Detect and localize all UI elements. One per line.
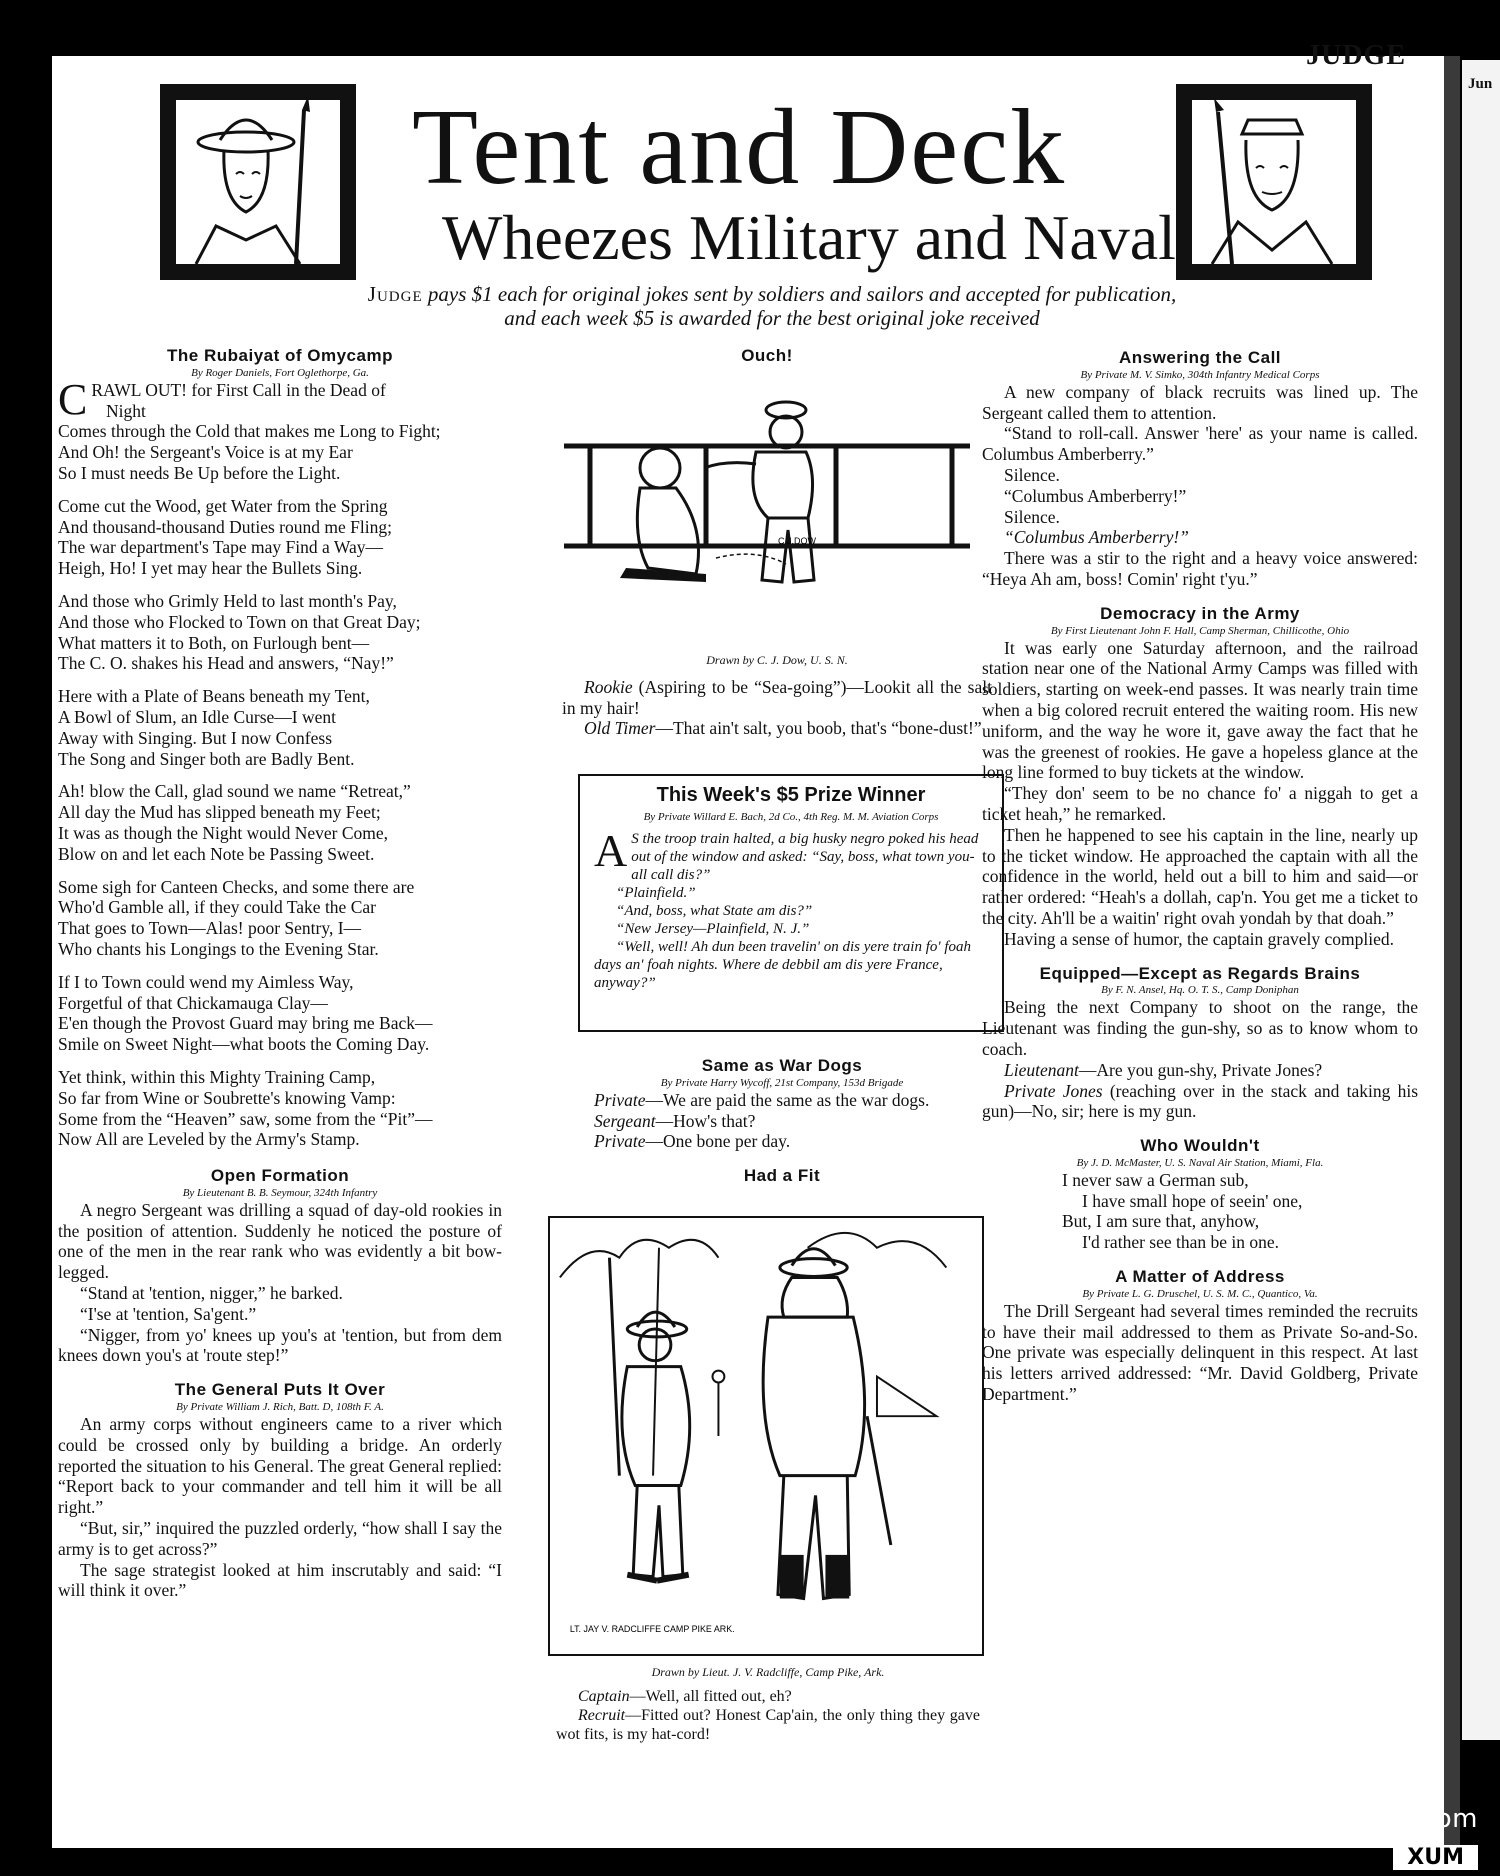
speaker: Sergeant: [594, 1110, 656, 1131]
prize-body: [594, 825, 988, 992]
verse-line: All day the Mud has slipped beneath my Feet;: [58, 802, 381, 823]
verse-line: Away with Singing. But I now Confess: [58, 727, 333, 748]
war-dogs-title: Same as War Dogs: [701, 1056, 863, 1075]
prize-byline: By Private Willard E. Bach, 2d Co., 4th Reg. M. M. Aviation Corps: [643, 811, 939, 823]
war-dogs-article: [572, 1056, 992, 1187]
paragraph: It was early one Saturday afternoon, and the railroad station near one of the National Army Camps was filled with soldiers, starting on week-end passes. It was nearly train time when a big colored recruit entered the waiting room. His new uniform, and the way he wore it, gave away the fact that he was the greenest of rookies. He gave a hopeless glance at the long line formed to buy tickets at the window.: [982, 637, 1418, 783]
paragraph: Silence.: [1004, 506, 1060, 527]
paragraph: “Nigger, from yo' knees up you's at 'tention, but from dem knees down you's at 'route step!”: [58, 1324, 502, 1366]
left-column: [58, 346, 502, 1601]
prize-winner-box: [578, 774, 1004, 1032]
prize-line: S the troop train halted, a big husky negro poked his head out of the window and asked: “Say, boss, what town you-all call dis?”: [631, 831, 979, 883]
rubaiyat-stanza-7: [58, 972, 502, 1055]
paragraph: The sage strategist looked at him inscrutably and said: “I will think it over.”: [58, 1559, 502, 1601]
address-byline: By Private L. G. Druschel, U. S. M. C., Quantico, Va.: [1082, 1287, 1318, 1300]
verse-line: Some from the “Heaven” saw, some from the “Pit”—: [58, 1108, 433, 1129]
dialogue: (Aspiring to be “Sea-going”)—Lookit all the salt in my hair!: [562, 676, 992, 718]
equipped-line-2: [982, 1081, 1418, 1123]
verse-line: I'd rather see than be in one.: [1082, 1232, 1280, 1253]
page-subtitle: Wheezes Military and Naval: [442, 202, 1176, 273]
verse-line: And Oh! the Sergeant's Voice is at my Ear: [58, 442, 353, 463]
wouldnt-article: [982, 1136, 1418, 1253]
verse-line: The Song and Singer both are Badly Bent.: [58, 748, 355, 769]
verse-line: Some sigh for Canteen Checks, and some there are: [58, 876, 415, 897]
fit-illustration: [550, 1218, 982, 1654]
verse-line: The war department's Tape may Find a Way—: [58, 537, 383, 558]
dialogue: —One bone per day.: [645, 1131, 791, 1152]
verse-line: But, I am sure that, anyhow,: [1062, 1211, 1260, 1232]
speaker: Private Jones: [1004, 1080, 1103, 1101]
verse-line: So I must needs Be Up before the Light.: [58, 462, 341, 483]
verse-line: Ah! blow the Call, glad sound we name “Retreat,”: [58, 781, 411, 802]
paragraph: “Columbus Amberberry!”: [1004, 527, 1189, 548]
prize-line: “And, boss, what State am dis?”: [616, 903, 813, 919]
rubaiyat-byline: By Roger Daniels, Fort Oglethorpe, Ga.: [191, 366, 369, 379]
verse-line: A Bowl of Slum, an Idle Curse—I went: [58, 706, 337, 727]
dialogue: (reaching over in the stack and taking his gun)—No, sir; here is my gun.: [982, 1080, 1418, 1122]
democracy-article: [982, 604, 1418, 950]
rubaiyat-stanza-6: [58, 877, 502, 960]
adjacent-page-text: Jun: [1468, 76, 1493, 92]
fit-line-1: [556, 1687, 980, 1706]
sailor-portrait: [1176, 84, 1372, 280]
paragraph: “They don' seem to be no chance fo' a niggah to get a ticket heah,” he remarked.: [982, 783, 1418, 824]
paragraph: “I'se at 'tention, Sa'gent.”: [80, 1303, 257, 1324]
speaker: Recruit: [578, 1706, 626, 1724]
middle-column: [552, 346, 982, 367]
speaker: Rookie: [584, 676, 633, 697]
democracy-byline: By First Lieutenant John F. Hall, Camp Sherman, Chillicothe, Ohio: [1050, 624, 1350, 637]
prize-line: “Plainfield.”: [616, 885, 696, 901]
fit-title: Had a Fit: [743, 1166, 821, 1186]
war-dogs-byline: By Private Harry Wycoff, 21st Company, 153d Brigade: [660, 1076, 904, 1089]
verse-line: And those who Grimly Held to last month's Pay,: [58, 590, 397, 611]
verse-line: I never saw a German sub,: [1062, 1169, 1249, 1190]
right-column: [982, 348, 1418, 1405]
equipped-title: Equipped—Except as Regards Brains: [1039, 963, 1361, 983]
open-formation-byline: By Lieutenant B. B. Seymour, 324th Infantry: [182, 1186, 378, 1199]
equipped-article: [982, 964, 1418, 1123]
xum-badge: XUM: [1393, 1845, 1478, 1870]
verse-line: Heigh, Ho! I yet may hear the Bullets Sing.: [58, 558, 363, 579]
ouch-text: [562, 650, 992, 739]
verse-line: It was as though the Night would Never Come,: [58, 822, 389, 843]
rubaiyat-stanza-8: [58, 1067, 502, 1150]
ouch-credit: Drawn by C. J. Dow, U. S. N.: [706, 653, 848, 667]
ouch-line-2: [562, 718, 992, 739]
fit-credit: Drawn by Lieut. J. V. Radcliffe, Camp Pike, Ark.: [651, 1665, 885, 1679]
dialogue: —That ain't salt, you boob, that's “bone-dust!”: [655, 718, 982, 739]
paragraph: “Columbus Amberberry!”: [1004, 485, 1187, 506]
answering-article: [982, 348, 1418, 590]
verse-line: Yet think, within this Mighty Training Camp,: [58, 1066, 376, 1087]
verse-line: Comes through the Cold that makes me Long to Fight;: [58, 421, 441, 442]
answering-title: Answering the Call: [1118, 348, 1282, 367]
verse-line: Who'd Gamble all, if they could Take the Car: [58, 897, 376, 918]
open-formation-title: Open Formation: [210, 1166, 350, 1186]
soldier-illustration: [176, 100, 340, 264]
verse-line: Come cut the Wood, get Water from the Spring: [58, 495, 388, 516]
ouch-signature: C.J.DOW: [778, 536, 816, 546]
rubaiyat-stanza-2: [58, 496, 502, 579]
prize-dropcap: A: [594, 825, 628, 876]
war-dogs-line: [572, 1090, 992, 1111]
paragraph: Being the next Company to shoot on the range, the Lieutenant was finding the gun-shy, so as to know whom to coach.: [982, 997, 1418, 1059]
fit-signature: LT. JAY V. RADCLIFFE CAMP PIKE ARK.: [569, 1624, 735, 1635]
general-article: [58, 1380, 502, 1601]
verse-line: The C. O. shakes his Head and answers, “Nay!”: [58, 653, 394, 674]
verse-line: And those who Flocked to Town on that Great Day;: [58, 611, 421, 632]
rubaiyat-title: The Rubaiyat of Omycamp: [167, 346, 393, 365]
verse-line: Blow on and let each Note be Passing Sweet.: [58, 843, 375, 864]
paragraph: An army corps without engineers came to a river which could be crossed only by building a bridge. An orderly reported the situation to his General. The great General replied: “Report back to your commander and tell him it will be all right.”: [58, 1414, 502, 1518]
intro-notice: [352, 282, 1192, 330]
prize-line: “New Jersey—Plainfield, N. J.”: [616, 921, 810, 937]
soldier-portrait: [160, 84, 356, 280]
rubaiyat-article: [58, 346, 502, 1150]
intro-brand: Judge: [367, 282, 423, 306]
ouch-illustration: [556, 368, 978, 648]
rubaiyat-stanza-1: [58, 374, 502, 484]
dialogue: —How's that?: [655, 1110, 756, 1131]
wouldnt-verse: [982, 1170, 1418, 1253]
fit-line-2: [556, 1706, 980, 1744]
prize-title: This Week's $5 Prize Winner: [656, 784, 926, 806]
verse-line: That goes to Town—Alas! poor Sentry, I—: [58, 918, 362, 939]
verse-line: Now All are Leveled by the Army's Stamp.: [58, 1129, 360, 1150]
speaker: Captain: [578, 1687, 630, 1705]
verse-line: Smile on Sweet Night—what boots the Coming Day.: [58, 1034, 430, 1055]
speaker: Private: [594, 1131, 646, 1152]
ouch-line-1: [562, 677, 992, 719]
rubaiyat-stanza-3: [58, 591, 502, 674]
dialogue: —Well, all fitted out, eh?: [629, 1687, 792, 1705]
prize-line: “Well, well! Ah dun been travelin' on dis yere train fo' foah days an' foah nights. Where de debbil am dis yere France, anyway?”: [594, 939, 971, 991]
site-watermark: comicbooks.com: [1253, 1804, 1478, 1834]
war-dogs-line: [572, 1131, 992, 1152]
paragraph: The Drill Sergeant had several times reminded the recruits to have their mail addressed to them as Private So-and-So. One private was especially delinquent in this respect. At last his letters arrived addressed: “Mr. David Goldberg, Private Department.”: [982, 1300, 1418, 1405]
address-article: [982, 1267, 1418, 1405]
dialogue: —Are you gun-shy, Private Jones?: [1078, 1059, 1323, 1080]
general-title: The General Puts It Over: [174, 1380, 386, 1400]
fit-text: [556, 1662, 980, 1744]
ouch-cartoon: [556, 368, 978, 648]
verse-line: What matters it to Both, on Furlough bent—: [58, 632, 370, 653]
verse-line: E'en though the Provost Guard may bring me Back—: [58, 1013, 433, 1034]
sailor-illustration: [1192, 100, 1356, 264]
speaker: Private: [594, 1089, 646, 1110]
rubaiyat-stanza-5: [58, 781, 502, 864]
rubaiyat-stanza-4: [58, 686, 502, 769]
masthead-corner: JUDGE: [1306, 40, 1406, 71]
dialogue: —Fitted out? Honest Cap'ain, the only thing they gave wot fits, is my hat-cord!: [556, 1706, 980, 1743]
address-title: A Matter of Address: [1115, 1267, 1285, 1287]
answering-byline: By Private M. V. Simko, 304th Infantry Medical Corps: [1080, 368, 1320, 381]
paragraph: There was a stir to the right and a heavy voice answered: “Heya Ah am, boss! Comin' right t'yu.”: [982, 548, 1418, 589]
paragraph: Silence.: [1004, 464, 1060, 485]
paragraph: A new company of black recruits was lined up. The Sergeant called them to attention.: [982, 381, 1418, 423]
ouch-title: Ouch!: [741, 346, 793, 365]
verse-line: And thousand-thousand Duties round me Fling;: [58, 516, 392, 537]
magazine-page: [52, 40, 1444, 1848]
intro-text: pays $1 each for original jokes sent by soldiers and sailors and accepted for publication, and each week $5 is awarded for the best original joke received: [422, 282, 1177, 330]
verse-line: Who chants his Longings to the Evening Star.: [58, 938, 379, 959]
paragraph: Having a sense of humor, the captain gravely complied.: [1004, 928, 1395, 949]
paragraph: A negro Sergeant was drilling a squad of day-old rookies in the position of attention. Suddenly he noticed the posture of one of the men in the rear rank who was evidently a bit bow-legged.: [58, 1199, 502, 1283]
page-title: Tent and Deck: [412, 88, 1067, 207]
verse-line: If I to Town could wend my Aimless Way,: [58, 971, 354, 992]
dialogue: —We are paid the same as the war dogs.: [645, 1089, 930, 1110]
paragraph: “Stand to roll-call. Answer 'here' as your name is called. Columbus Amberberry.”: [982, 423, 1418, 465]
paragraph: “Stand at 'tention, nigger,” he barked.: [80, 1283, 343, 1304]
equipped-line-1: [982, 1060, 1418, 1081]
wouldnt-byline: By J. D. McMaster, U. S. Naval Air Station, Miami, Fla.: [1076, 1156, 1324, 1169]
equipped-byline: By F. N. Ansel, Hq. O. T. S., Camp Doniphan: [1101, 984, 1299, 997]
verse-line: Forgetful of that Chickamauga Clay—: [58, 992, 328, 1013]
page-gutter: [1444, 56, 1460, 1848]
fit-cartoon: [548, 1216, 984, 1656]
paragraph: Then he happened to see his captain in the line, nearly up to the ticket window. He approached the captain with all the confidence in the world, held out a bill to him and said—or rather ordered: “Heah's a dollah, cap'n. You get me a ticket to the city. Ah'll be a waitin' right ovah yondah by that doah.”: [982, 824, 1418, 928]
war-dogs-line: [572, 1111, 992, 1132]
paragraph: “But, sir,” inquired the puzzled orderly, “how shall I say the army is to get across?”: [58, 1518, 502, 1559]
open-formation-article: [58, 1166, 502, 1366]
speaker: Old Timer: [584, 718, 656, 739]
verse-line: RAWL OUT! for First Call in the Dead of: [91, 379, 386, 400]
verse-line: So far from Wine or Soubrette's knowing Vamp:: [58, 1087, 396, 1108]
adjacent-page-edge: [1462, 60, 1500, 1740]
verse-line: Night: [106, 400, 146, 421]
verse-line: Here with a Plate of Beans beneath my Tent,: [58, 686, 370, 707]
wouldnt-title: Who Wouldn't: [1140, 1136, 1260, 1156]
democracy-title: Democracy in the Army: [1100, 603, 1300, 623]
general-byline: By Private William J. Rich, Batt. D, 108th F. A.: [176, 1401, 384, 1414]
speaker: Lieutenant: [1004, 1059, 1079, 1080]
verse-line: I have small hope of seein' one,: [1082, 1190, 1303, 1211]
rubaiyat-dropcap: C: [58, 374, 88, 424]
